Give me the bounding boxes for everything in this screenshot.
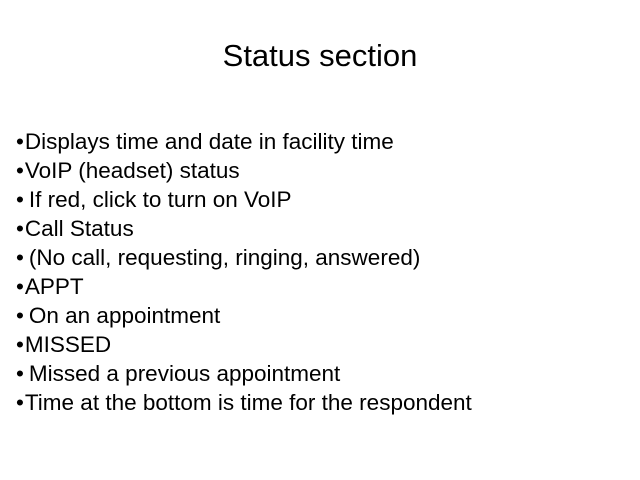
bullet-icon: • <box>16 158 24 183</box>
bullet-icon: • <box>16 274 24 299</box>
bullet-item-time-bottom <box>16 388 472 417</box>
bullet-item-if-red <box>16 185 472 214</box>
bullet-item-voip-status <box>16 156 472 185</box>
bullet-icon: • <box>16 390 24 415</box>
bullet-icon: • <box>16 361 24 386</box>
bullet-icon: • <box>16 216 24 241</box>
bullet-item-displays-time <box>16 127 472 156</box>
bullet-list <box>16 127 472 417</box>
bullet-item-missed <box>16 330 472 359</box>
bullet-item-missed-previous <box>16 359 472 388</box>
bullet-icon: • <box>16 245 24 270</box>
bullet-icon: • <box>16 303 24 328</box>
bullet-text: On an appointment <box>28 303 221 328</box>
bullet-text: Time at the bottom is time for the respondent <box>24 390 472 415</box>
bullet-text: APPT <box>24 274 84 299</box>
bullet-item-on-appointment <box>16 301 472 330</box>
bullet-text: Call Status <box>24 216 134 241</box>
slide-title: Status section <box>222 38 418 73</box>
bullet-item-appt <box>16 272 472 301</box>
bullet-text: MISSED <box>24 332 112 357</box>
bullet-icon: • <box>16 332 24 357</box>
bullet-item-call-status <box>16 214 472 243</box>
bullet-text: Displays time and date in facility time <box>24 129 394 154</box>
bullet-item-call-states <box>16 243 472 272</box>
bullet-text: VoIP (headset) status <box>24 158 240 183</box>
bullet-text: If red, click to turn on VoIP <box>28 187 292 212</box>
bullet-text: (No call, requesting, ringing, answered) <box>28 245 421 270</box>
bullet-icon: • <box>16 187 24 212</box>
bullet-icon: • <box>16 129 24 154</box>
bullet-text: Missed a previous appointment <box>28 361 341 386</box>
